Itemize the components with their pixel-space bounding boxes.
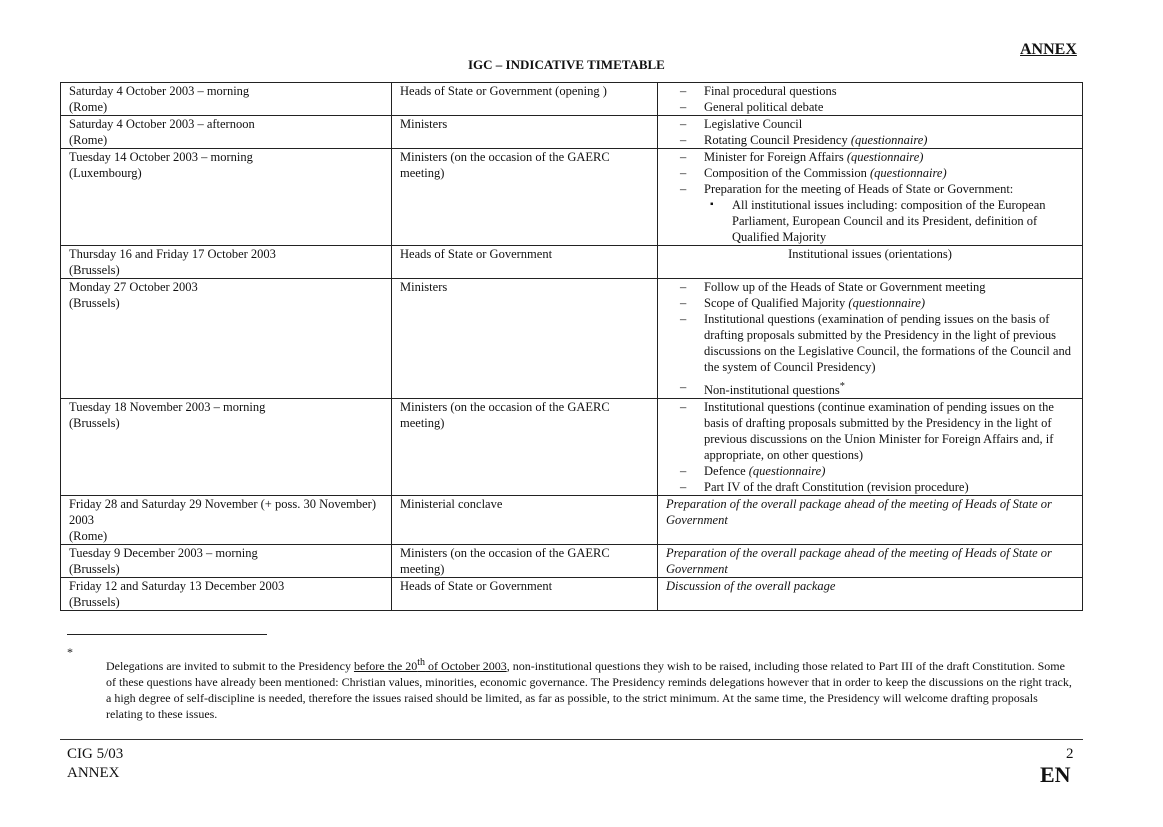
list-item: – Institutional questions (examination of pending issues on the basis of drafting proposals submitted by the Presidency in the light of previous discussions on the Legislative Council, the formations of the Council and the system of Council Presidency)	[680, 311, 1074, 375]
list-item: – Minister for Foreign Affairs (questionnaire)	[680, 149, 1074, 165]
footer-doc-ref: CIG 5/03 ANNEX	[67, 746, 124, 781]
sub-list-item: ▪ All institutional issues including: composition of the European Parliament, European Council and its President, definition of Qualified Majority	[708, 197, 1074, 245]
footnote-mark: *	[67, 645, 73, 659]
list-item: – Follow up of the Heads of State or Government meeting	[680, 279, 1074, 295]
list-item: – Composition of the Commission (questionnaire)	[680, 165, 1074, 181]
list-item: – Rotating Council Presidency (questionnaire)	[680, 132, 1074, 148]
list-item: – Non-institutional questions*	[680, 379, 1074, 398]
list-item: – Defence (questionnaire)	[680, 463, 1074, 479]
table-row: Friday 28 and Saturday 29 November (+ poss. 30 November) 2003 (Rome) Ministerial conclave Preparation of the overall package ahead of the meeting of Heads of State or Government	[61, 496, 1083, 545]
table-row: Monday 27 October 2003 (Brussels) Ministers – Follow up of the Heads of State or Government meeting – Scope of Qualified Majority (questionnaire) – Institutional questions (examination of pending issues on the basis of drafting proposals submitted by the Presidency in the light of previous discussions on the Legislative Council, the formations of the Council and the system of Council Presidency) – Non-institutional questions*	[61, 279, 1083, 399]
footer-divider	[60, 739, 1083, 740]
table-row: Saturday 4 October 2003 – afternoon (Rome) Ministers – Legislative Council – Rotating Council Presidency (questionnaire)	[61, 116, 1083, 149]
footnote-divider	[67, 634, 267, 635]
table-row: Tuesday 14 October 2003 – morning (Luxembourg) Ministers (on the occasion of the GAERC meeting) – Minister for Foreign Affairs (questionnaire) – Composition of the Commission (questionnaire) – Preparation for the meeting of Heads of State or Government: ▪ All institutional issues including: composition of the European Parliament, European Council and its President, definition of Qualified Majority	[61, 149, 1083, 246]
page-number: 2	[1066, 746, 1074, 762]
list-item: – Final procedural questions	[680, 83, 1074, 99]
annex-heading: ANNEX	[1020, 41, 1077, 58]
footnote-marker: *	[839, 381, 845, 392]
table-row: Saturday 4 October 2003 – morning (Rome) Heads of State or Government (opening ) – Final procedural questions – General political debate	[61, 83, 1083, 116]
page-title: IGC – INDICATIVE TIMETABLE	[468, 57, 665, 72]
list-item: – General political debate	[680, 99, 1074, 115]
table-row: Tuesday 9 December 2003 – morning (Brussels) Ministers (on the occasion of the GAERC meeting) Preparation of the overall package ahead of the meeting of Heads of State or Government	[61, 545, 1083, 578]
footnote-text: Delegations are invited to submit to the Presidency before the 20th of October 2003, non-institutional questions they wish to be raised, including those related to Part III of the draft Constitution. Some of these questions have already been mentioned: Christian values, minorities, economic governance. The Presidency reminds delegations however that in order to keep the discussions on the right track, a high degree of self-discipline is needed, therefore the issues raised should be limited, as far as possible, to the strict minimum. At the same time, the Presidency will welcome drafting proposals relating to these issues.	[106, 657, 1072, 721]
list-item: – Scope of Qualified Majority (questionnaire)	[680, 295, 1074, 311]
list-item: – Preparation for the meeting of Heads of State or Government: ▪ All institutional issues including: composition of the European Parliament, European Council and its President, definition of Qualified Majority	[680, 181, 1074, 245]
table-row: Friday 12 and Saturday 13 December 2003 (Brussels) Heads of State or Government Discussion of the overall package	[61, 578, 1083, 611]
list-item: – Part IV of the draft Constitution (revision procedure)	[680, 479, 1074, 495]
language-code: EN	[1040, 762, 1071, 787]
table-row: Tuesday 18 November 2003 – morning (Brussels) Ministers (on the occasion of the GAERC meeting) – Institutional questions (continue examination of pending issues on the basis of drafting proposals submitted by the Presidency in the light of previous discussions on the Union Minister for Foreign Affairs and, if appropriate, on other questions) – Defence (questionnaire) – Part IV of the draft Constitution (revision procedure)	[61, 399, 1083, 496]
list-item: – Legislative Council	[680, 116, 1074, 132]
timetable	[60, 82, 1083, 611]
table-row: Thursday 16 and Friday 17 October 2003 (Brussels) Heads of State or Government Institutional issues (orientations)	[61, 246, 1083, 279]
list-item: – Institutional questions (continue examination of pending issues on the basis of drafting proposals submitted by the Presidency in the light of previous discussions on the Union Minister for Foreign Affairs and, if appropriate, on other questions)	[680, 399, 1074, 463]
